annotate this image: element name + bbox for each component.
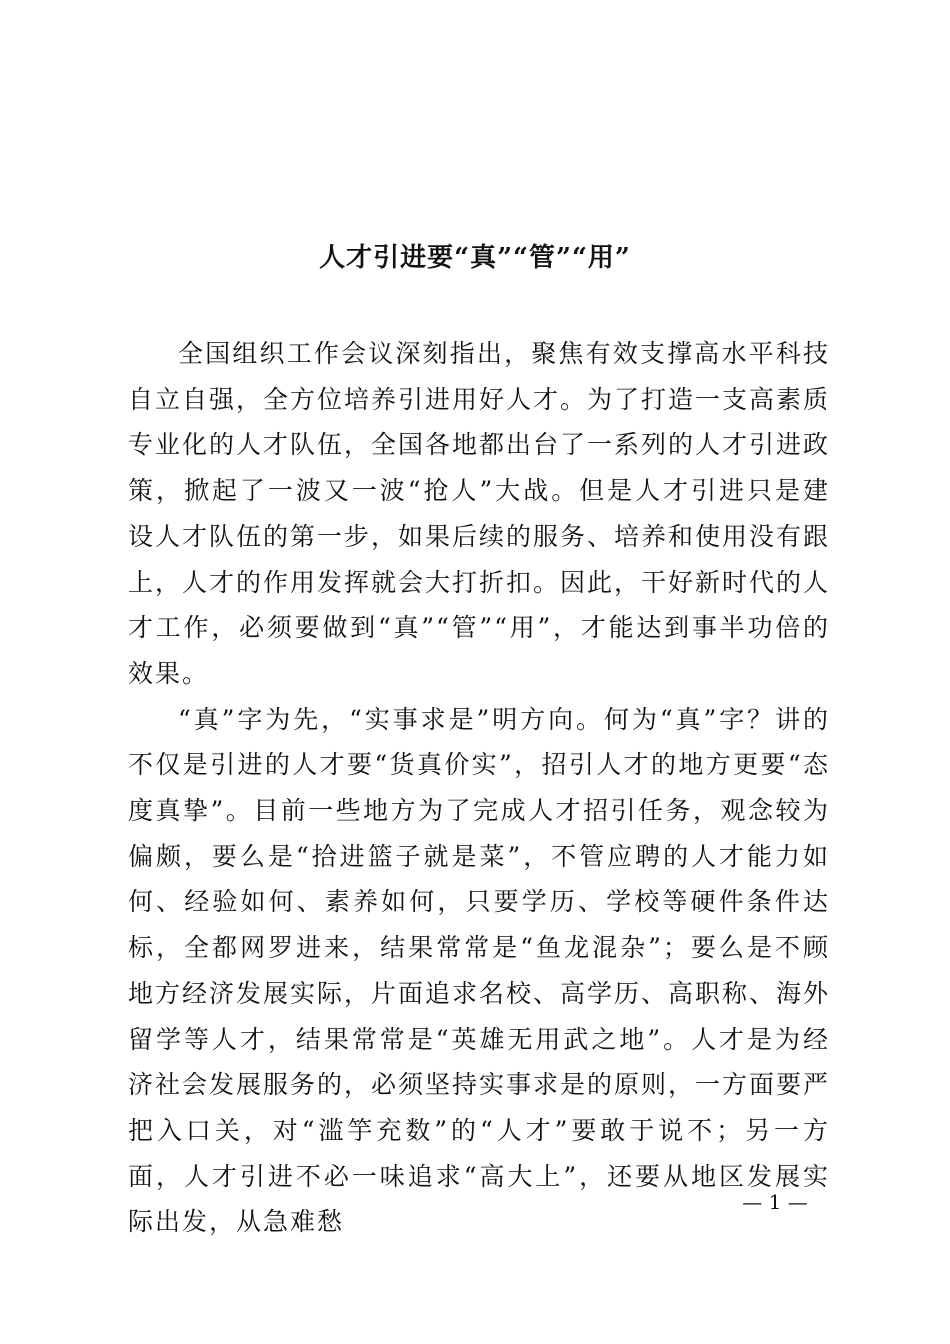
paragraph-2: “真”字为先，“实事求是”明方向。何为“真”字？讲的不仅是引进的人才要“货真价实”，招引人才的地方更要“态度真挚”。目前一些地方为了完成人才招引任务，观念较为偏颇，要么是“拾进篮子就是菜”，不管应聘的人才能力如何、经验如何、素养如何，只要学历、学校等硬件条件达标，全都网罗进来，结果常常是“鱼龙混杂”；要么是不顾地方经济发展实际，片面追求名校、高学历、高职称、海外留学等人才，结果常常是“英雄无用武之地”。人才是为经济社会发展服务的，必须坚持实事求是的原则，一方面要严把入口关，对“滥竽充数”的“人才”要敢于说不；另一方面，人才引进不必一味追求“高大上”，还要从地区发展实际出发，从急难愁 — [128, 704, 831, 1237]
document-title: 人才引进要“真”“管”“用” — [319, 243, 631, 273]
paragraph-1: 全国组织工作会议深刻指出，聚焦有效支撑高水平科技自立自强，全方位培养引进用好人才。为了打造一支高素质专业化的人才队伍，全国各地都出台了一系列的人才引进政策，掀起了一波又一波“抢人”大战。但是人才引进只是建设人才队伍的第一步，如果后续的服务、培养和使用没有跟上，人才的作用发挥就会大打折扣。因此，干好新时代的人才工作，必须要做到“真”“管”“用”，才能达到事半功倍的效果。 — [128, 339, 831, 688]
page-number: — 1 — — [742, 1190, 808, 1214]
document-body — [128, 331, 830, 1245]
